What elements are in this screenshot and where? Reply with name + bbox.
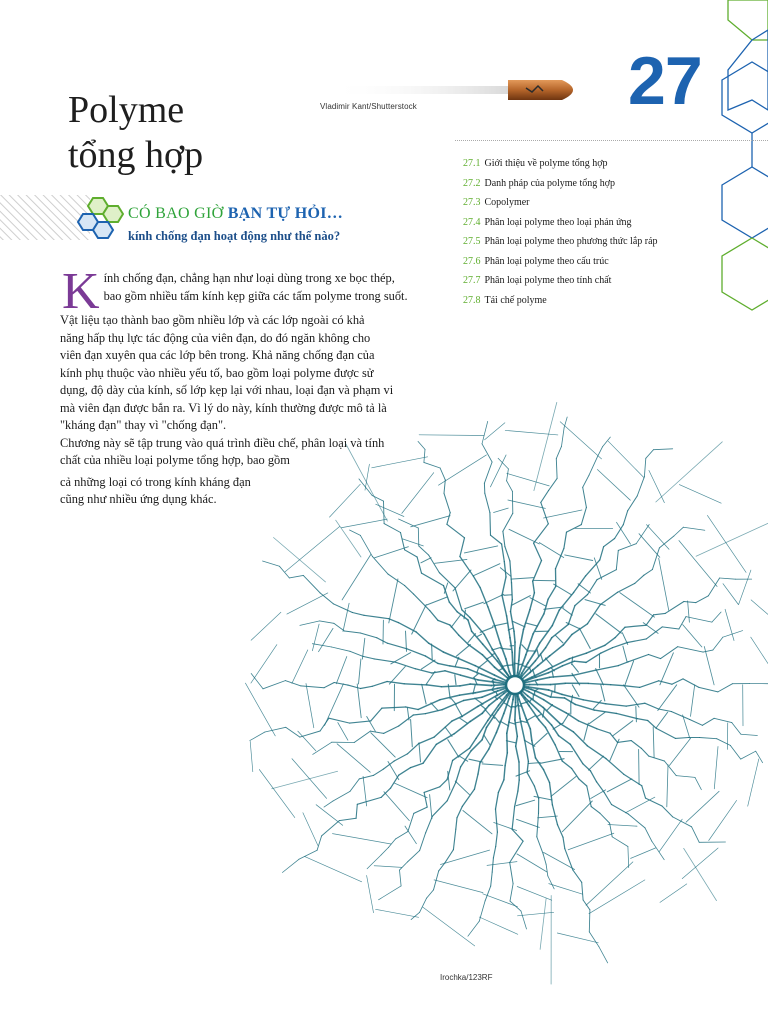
toc-item[interactable] xyxy=(463,232,723,252)
chapter-title-line-1: Polyme xyxy=(68,89,185,131)
body-line: cũng như nhiều ứng dụng khác. xyxy=(60,492,217,506)
chapter-number: 27 xyxy=(628,43,702,119)
body-line: viên đạn xuyên qua các lớp bên trong. Khả năng chống đạn của xyxy=(60,348,375,362)
feature-heading-lead: CÓ BAO GIỜ xyxy=(128,205,228,222)
body-line: kính phụ thuộc vào nhiều yếu tố, bao gồm loại polyme được sử xyxy=(60,365,374,380)
toc-text: Giới thiệu về polyme tổng hợp xyxy=(484,158,608,169)
toc-number: 27.1 xyxy=(463,158,481,169)
toc-number: 27.4 xyxy=(463,216,481,228)
toc-item[interactable] xyxy=(463,271,723,291)
toc-text: Phân loại polyme theo phương thức lắp ráp xyxy=(484,236,658,247)
body-line: Chương này sẽ tập trung vào quá trình điều chế, phân loại và tính xyxy=(60,435,385,450)
toc-item[interactable] xyxy=(463,213,723,233)
photo-credit-bottom: Irochka/123RF xyxy=(440,973,493,982)
chapter-contents xyxy=(463,154,723,310)
chapter-title-line-2: tổng hợp xyxy=(68,134,204,176)
toc-text: Copolymer xyxy=(484,197,530,208)
body-line: dụng, độ dày của kính, số lớp kẹp lại với nhau, loại đạn và phạm vi xyxy=(60,383,394,397)
toc-number: 27.3 xyxy=(463,197,481,208)
toc-item[interactable] xyxy=(463,252,723,272)
shattered-glass-image xyxy=(0,380,768,1000)
body-line: mà viên đạn được bắn ra. Vì lý do này, kính thường được mô tả là xyxy=(60,400,387,415)
body-line: "kháng đạn" thay vì "chống đạn". xyxy=(60,418,227,432)
feature-heading-emphasis: BẠN TỰ HỎI… xyxy=(227,205,344,222)
body-line: ính chống đạn, chẳng hạn như loại dùng trong xe bọc thép, xyxy=(103,271,395,285)
toc-item[interactable] xyxy=(463,154,723,174)
toc-item[interactable] xyxy=(463,193,723,213)
feature-question: kính chống đạn hoạt động như thế nào? xyxy=(128,229,341,243)
body-line: cả những loại có trong kính kháng đạn xyxy=(60,474,251,489)
toc-number: 27.5 xyxy=(463,236,481,247)
toc-text: Danh pháp của polyme tổng hợp xyxy=(484,177,616,189)
body-line: năng hấp thụ lực tác động của viên đạn, do đó ngăn không cho xyxy=(60,330,371,345)
feature-heading xyxy=(128,205,343,223)
toc-item[interactable] xyxy=(463,291,723,311)
drop-cap: K xyxy=(62,263,100,320)
toc-number: 27.6 xyxy=(463,255,481,267)
body-line: Vật liệu tạo thành bao gồm nhiều lớp và các lớp ngoài có khả xyxy=(60,313,365,327)
hexagon-cluster-icon xyxy=(72,196,124,244)
chapter-title xyxy=(68,88,203,178)
body-line: bao gồm nhiều tấm kính kẹp giữa các tấm polyme trong suốt. xyxy=(103,288,408,303)
toc-number: 27.7 xyxy=(463,275,481,286)
toc-item[interactable] xyxy=(463,174,723,194)
toc-text: Phân loại polyme theo tính chất xyxy=(484,275,612,286)
photo-credit-top: Vladimir Kant/Shutterstock xyxy=(320,102,417,111)
toc-text: Phân loại polyme theo cấu trúc xyxy=(484,255,609,267)
body-line: chất của nhiều loại polyme tổng hợp, bao gồm xyxy=(60,453,290,467)
toc-number: 27.2 xyxy=(463,177,481,189)
toc-text: Tái chế polyme xyxy=(484,294,547,306)
toc-text: Phân loại polyme theo loại phản ứng xyxy=(484,216,632,228)
toc-number: 27.8 xyxy=(463,294,481,306)
divider xyxy=(455,140,768,141)
